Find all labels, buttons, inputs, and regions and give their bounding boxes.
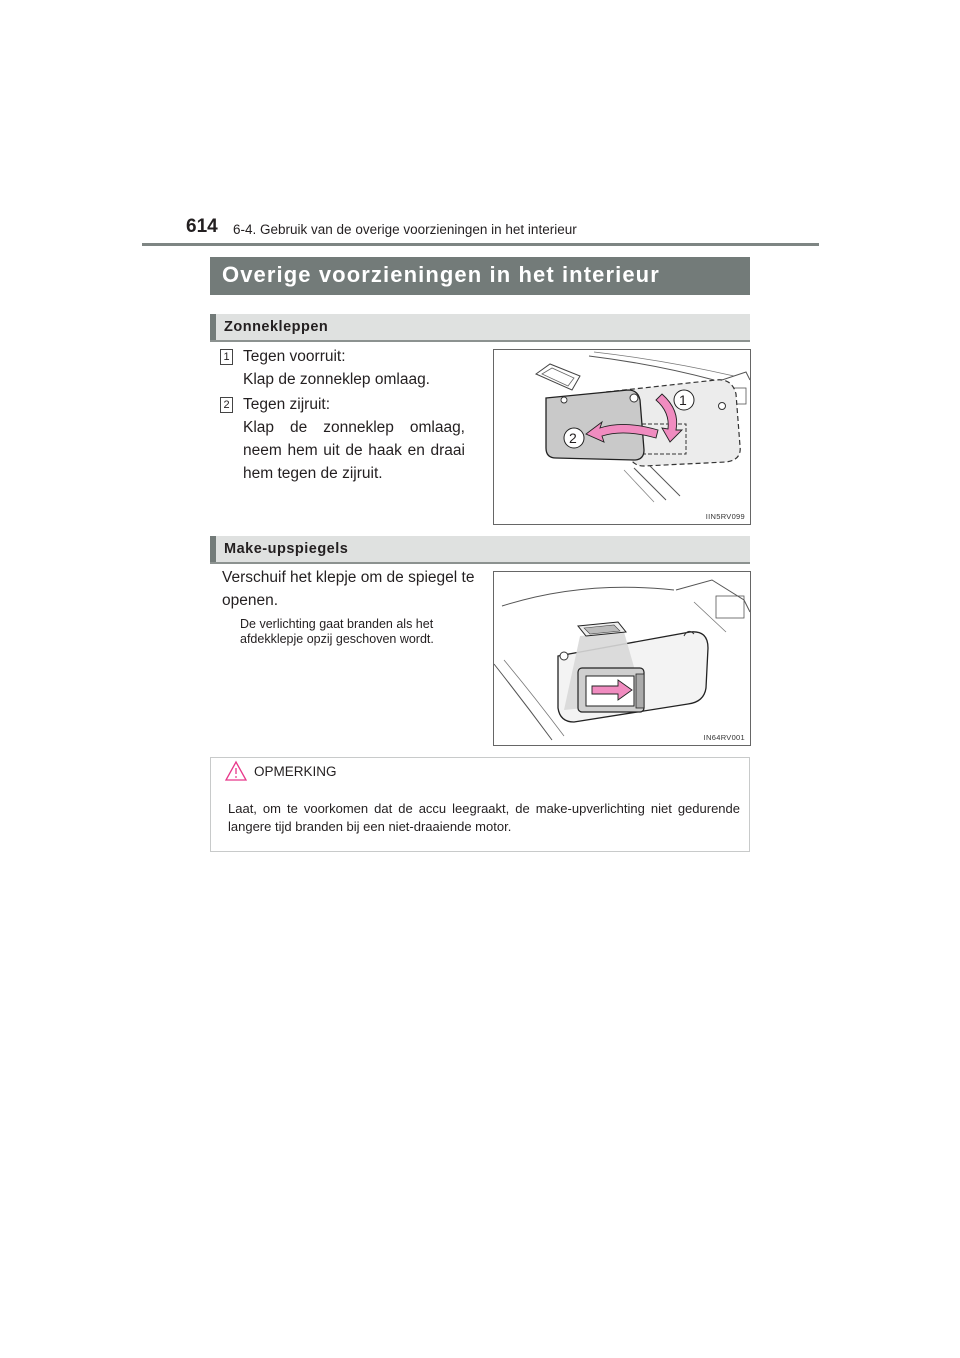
notice-title: OPMERKING (254, 764, 337, 779)
vanity-mirror-instruction: Verschuif het klepje om de spiegel te openen. (222, 569, 475, 609)
subheading-tab (210, 314, 216, 340)
subheading-tab (210, 536, 216, 562)
section-title: Overige voorzieningen in het interieur (222, 262, 660, 287)
vanity-mirror-illustration (494, 572, 750, 745)
page-number: 614 (186, 216, 218, 237)
figure-callout-2: 2 (569, 430, 577, 446)
sun-visor-illustration (494, 350, 750, 524)
step-number-2: 2 (220, 397, 233, 413)
subheading-vanity-mirrors-text: Make-upspiegels (224, 541, 349, 557)
step-number-1: 1 (220, 349, 233, 365)
header-rule (142, 243, 819, 246)
vanity-mirror-note: De verlichting gaat branden als het afdekklepje opzij geschoven wordt. (240, 617, 434, 646)
figure-code-sun-visor: IIN5RV099 (705, 512, 745, 521)
step-2-line-2: Klap de zonneklep omlaag, neem hem uit de haak en draai hem tegen de zijruit. (243, 419, 465, 482)
subheading-vanity-mirrors (210, 536, 750, 564)
step-1-line-2: Klap de zonneklep omlaag. (243, 371, 430, 388)
subheading-sun-visors (210, 314, 750, 342)
running-head: 6-4. Gebruik van de overige voorzieningen in het interieur (233, 222, 577, 237)
subheading-sun-visors-text: Zonnekleppen (224, 319, 329, 335)
vanity-mirror-figure (493, 571, 751, 746)
figure-callout-1: 1 (679, 392, 687, 408)
step-1-line-1: Tegen voorruit: (243, 348, 346, 365)
sun-visor-figure (493, 349, 751, 525)
warning-triangle-icon (224, 760, 248, 782)
step-2-line-1: Tegen zijruit: (243, 396, 331, 413)
notice-text: Laat, om te voorkomen dat de accu leegraakt, de make-upverlichting niet gedurende langere tijd branden bij een niet-draaiende motor. (228, 801, 740, 834)
figure-code-vanity-mirror: IN64RV001 (703, 733, 745, 742)
